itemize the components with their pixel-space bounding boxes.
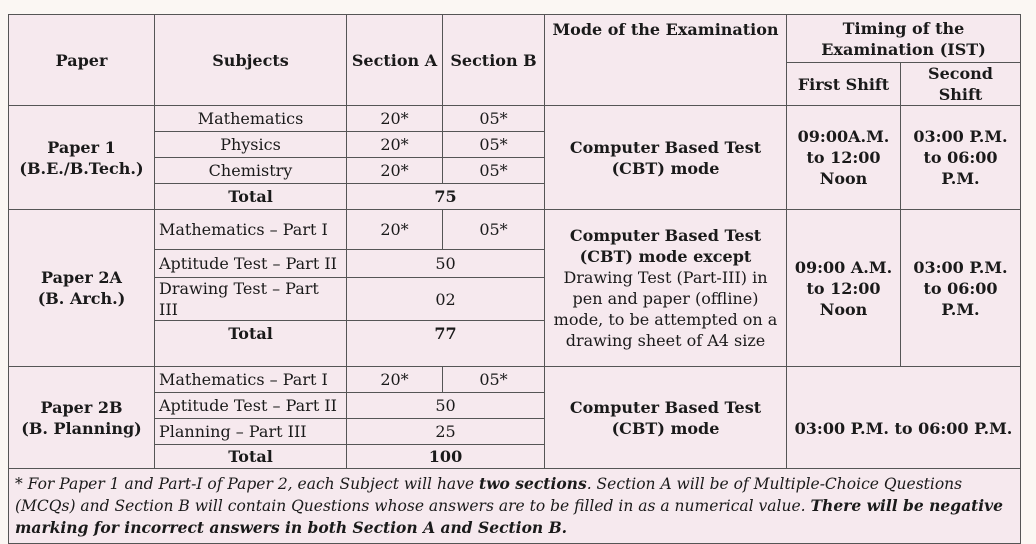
- subject-cell: Drawing Test – Part III: [155, 278, 347, 321]
- note-bold-1: two sections: [479, 474, 587, 493]
- header-mode: Mode of the Examination: [545, 15, 787, 106]
- paper2a-name: Paper 2A: [41, 268, 122, 287]
- paper1-title: [9, 106, 155, 210]
- paper2a-sub: (B. Arch.): [37, 289, 126, 308]
- section-a-cell: 20*: [347, 132, 443, 158]
- table-row: [9, 367, 1021, 393]
- section-a-cell: 20*: [347, 158, 443, 184]
- header-section-b: Section B: [443, 15, 545, 106]
- section-b-cell: 05*: [443, 132, 545, 158]
- paper2a-first-shift: 09:00 A.M. to 12:00 Noon: [787, 210, 901, 367]
- header-timing: Timing of the Examination (IST): [787, 15, 1021, 63]
- subject-cell: Mathematics: [155, 106, 347, 132]
- section-b-cell: 05*: [443, 106, 545, 132]
- section-b-cell: 05*: [443, 367, 545, 393]
- subject-cell: Physics: [155, 132, 347, 158]
- table-row: [9, 210, 1021, 250]
- subject-cell: Chemistry: [155, 158, 347, 184]
- note-row: [9, 469, 1021, 544]
- paper2a-title: [9, 210, 155, 367]
- paper2b-mode: Computer Based Test (CBT) mode: [545, 367, 787, 469]
- section-a-cell: 20*: [347, 367, 443, 393]
- paper1-sub: (B.E./B.Tech.): [19, 158, 144, 178]
- paper1-name: Paper 1: [47, 137, 116, 157]
- footnote: [9, 469, 1021, 544]
- note-part-2: . Section A will be of Multiple-Choice Questions (MCQs) and Section B will contain Questions whose answers are to be filled in as a numerical value.: [15, 475, 963, 515]
- total-label: Total: [155, 184, 347, 210]
- paper2b-timing: 03:00 P.M. to 06:00 P.M.: [787, 367, 1021, 469]
- marks-cell: 50: [347, 393, 545, 419]
- paper2b-name: Paper 2B: [40, 397, 123, 417]
- paper2b-sub: (B. Planning): [21, 418, 142, 438]
- section-a-cell: 20*: [347, 106, 443, 132]
- section-b-cell: 05*: [443, 210, 545, 250]
- subject-cell: Mathematics – Part I: [155, 210, 347, 250]
- paper2a-mode: [545, 210, 787, 367]
- marks-cell: 50: [347, 250, 545, 278]
- paper1-mode: Computer Based Test (CBT) mode: [545, 106, 787, 210]
- total-label: Total: [155, 321, 347, 367]
- note-bold-2: There will be negative marking for incorrect answers in both Section A and Section B.: [15, 496, 1004, 537]
- marks-cell: 02: [347, 278, 545, 321]
- exam-schedule-table: [8, 14, 1021, 544]
- section-a-cell: 20*: [347, 210, 443, 250]
- marks-cell: 25: [347, 419, 545, 445]
- paper1-first-shift: 09:00A.M. to 12:00 Noon: [787, 106, 901, 210]
- paper2a-mode-bold: Computer Based Test (CBT) mode except: [569, 226, 762, 266]
- header-section-a: Section A: [347, 15, 443, 106]
- paper1-second-shift: 03:00 P.M. to 06:00 P.M.: [901, 106, 1021, 210]
- paper2b-title: [9, 367, 155, 469]
- total-label: Total: [155, 445, 347, 469]
- total-value: 100: [347, 445, 545, 469]
- subject-cell: Planning – Part III: [155, 419, 347, 445]
- paper2a-second-shift: 03:00 P.M. to 06:00 P.M.: [901, 210, 1021, 367]
- header-second-shift: Second Shift: [901, 63, 1021, 106]
- total-value: 75: [347, 184, 545, 210]
- table-row: [9, 106, 1021, 132]
- header-paper: Paper: [9, 15, 155, 106]
- header-first-shift: First Shift: [787, 63, 901, 106]
- section-b-cell: 05*: [443, 158, 545, 184]
- header-row: [9, 15, 1021, 63]
- subject-cell: Aptitude Test – Part II: [155, 250, 347, 278]
- subject-cell: Aptitude Test – Part II: [155, 393, 347, 419]
- paper2a-mode-rest: Drawing Test (Part-III) in pen and paper (offline) mode, to be attempted on a drawing sheet of A4 size: [553, 268, 778, 350]
- total-value: 77: [347, 321, 545, 367]
- subject-cell: Mathematics – Part I: [155, 367, 347, 393]
- header-subjects: Subjects: [155, 15, 347, 106]
- note-part-1: * For Paper 1 and Part-I of Paper 2, each Subject will have: [15, 475, 480, 493]
